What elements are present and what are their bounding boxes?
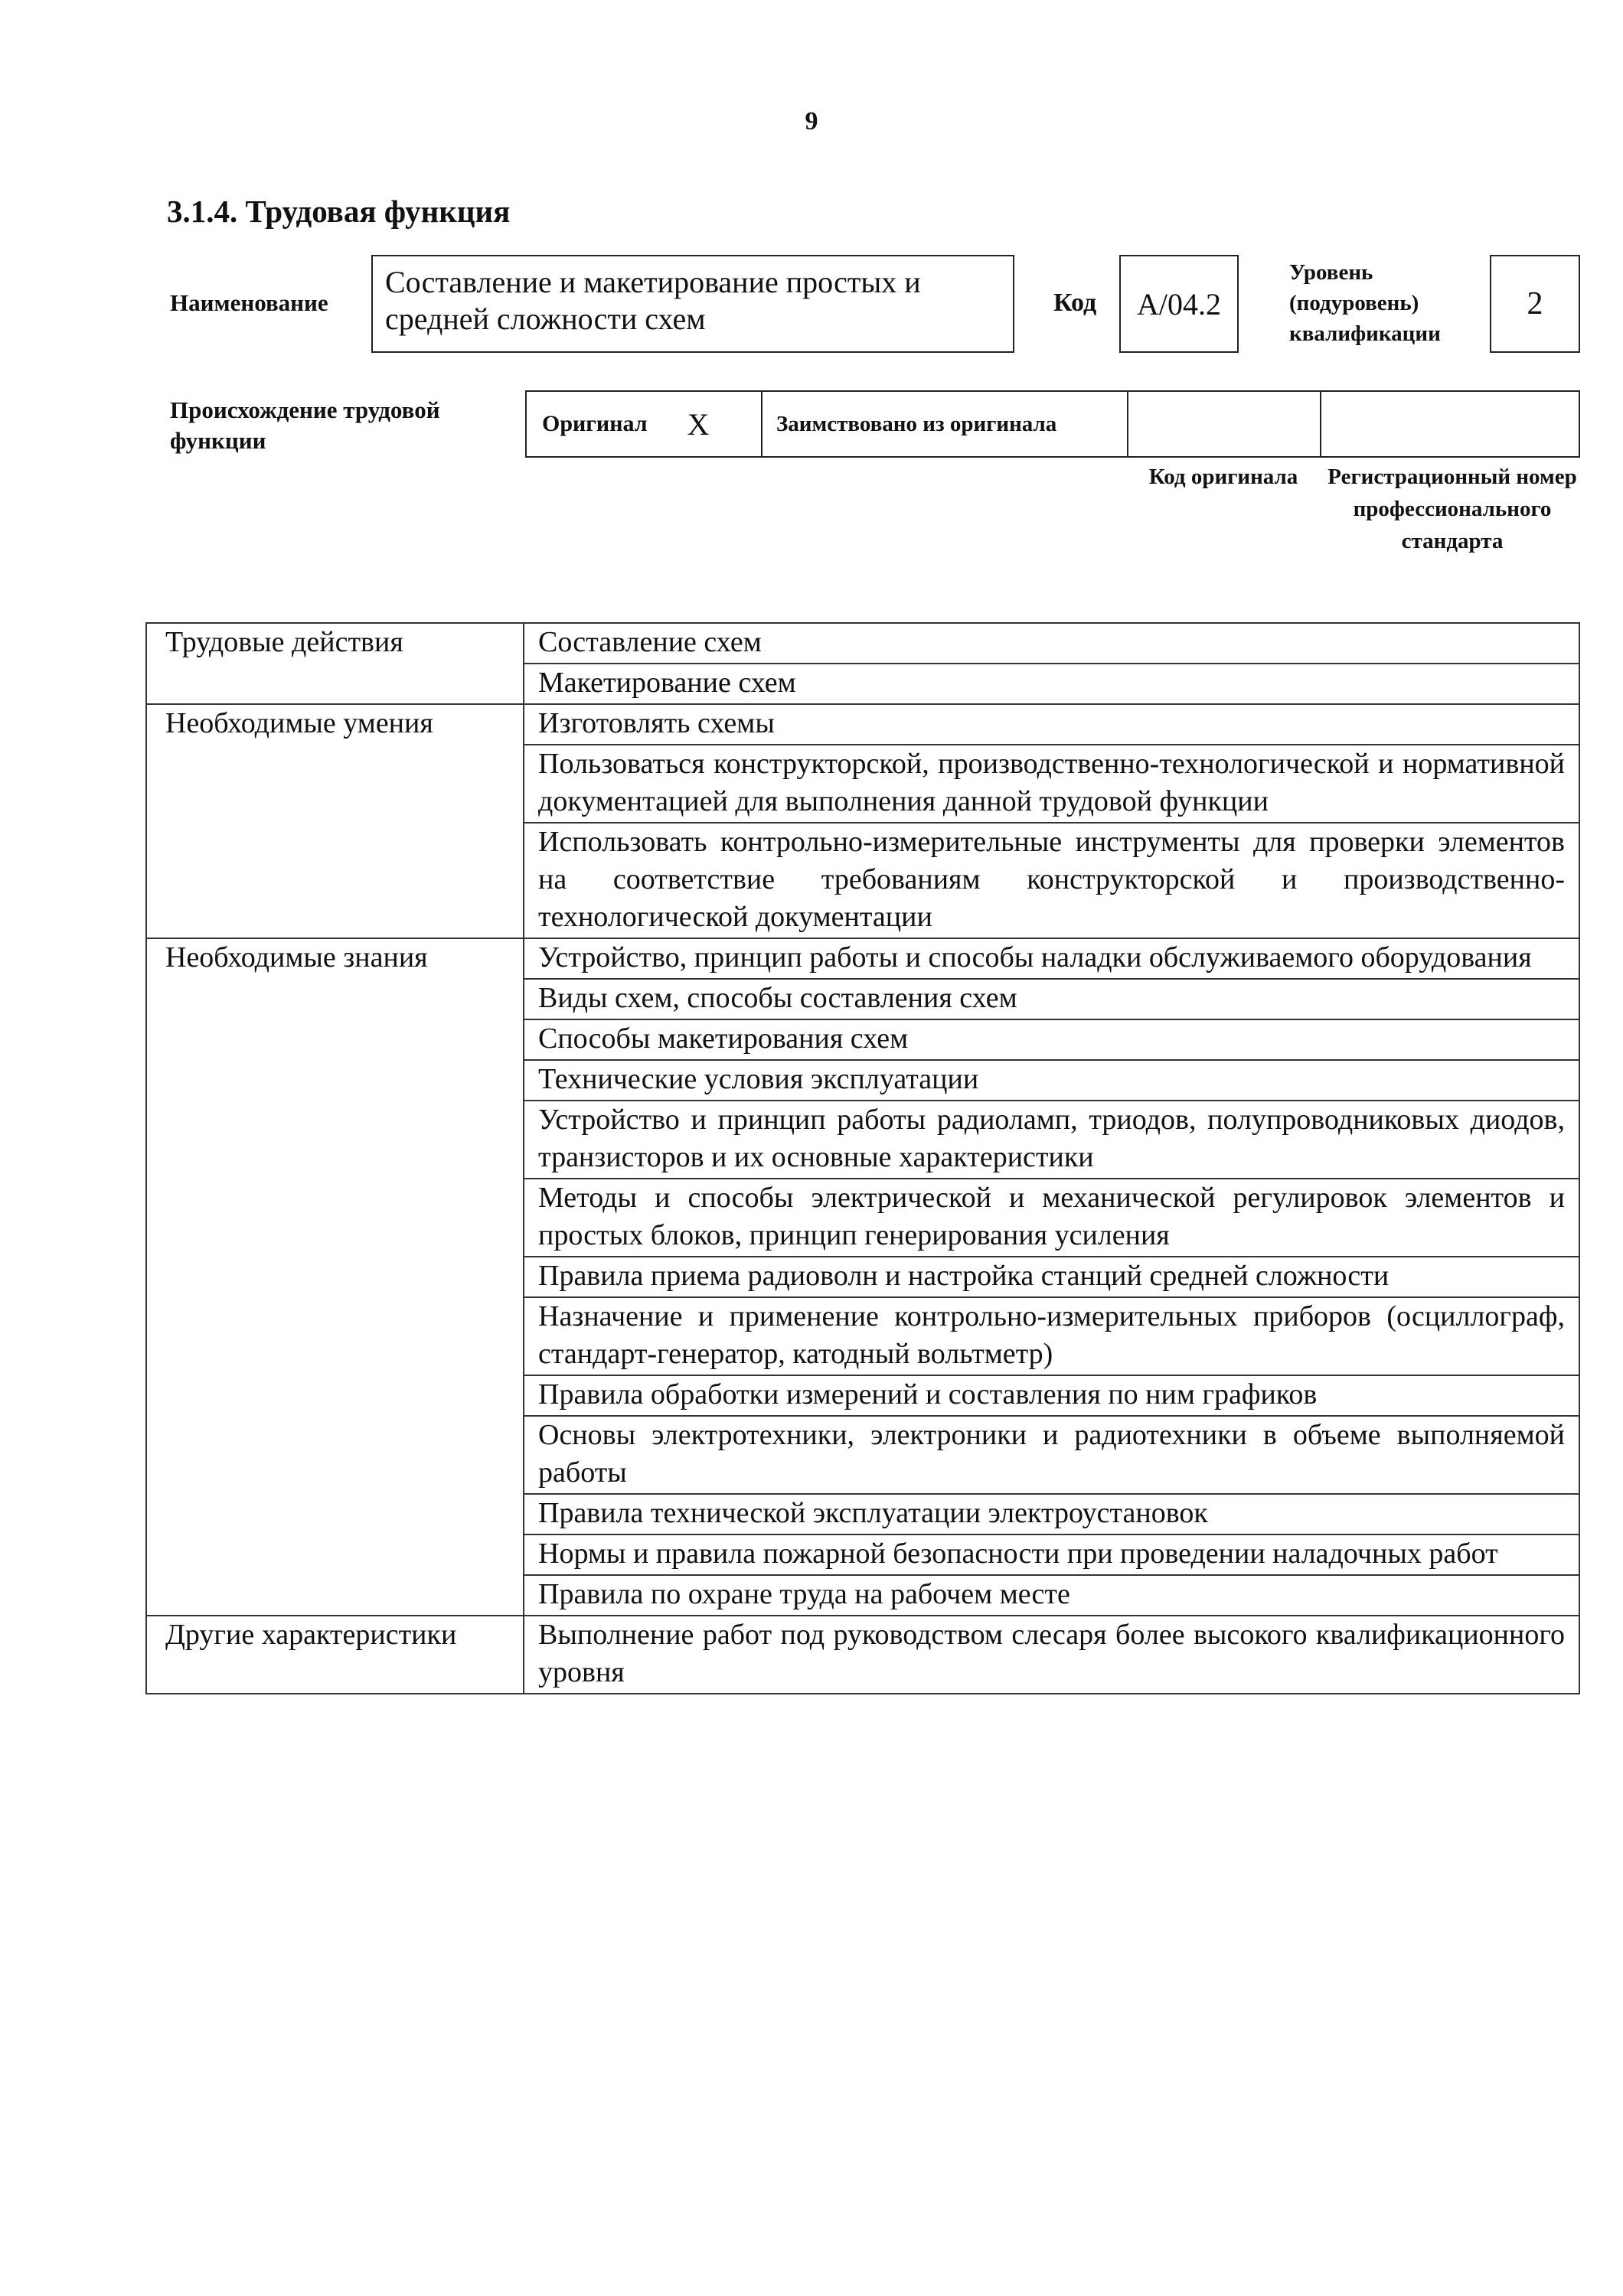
origin-label: Происхождение трудовой функции [170, 396, 440, 454]
row-item: Правила технической эксплуатации электроустановок [524, 1494, 1579, 1534]
row-category: Трудовые действия [146, 623, 524, 704]
row-category: Необходимые умения [146, 704, 524, 938]
row-item: Нормы и правила пожарной безопасности при проведении наладочных работ [524, 1534, 1579, 1575]
row-item: Использовать контрольно-измерительные инструменты для проверки элементов на соответствие требованиям конструкторской и производственно-технологической документации [524, 823, 1579, 938]
row-item: Правила обработки измерений и составления по ним графиков [524, 1375, 1579, 1416]
origin-row [525, 390, 1580, 458]
original-mark: X [687, 406, 710, 442]
row-item: Макетирование схем [524, 664, 1579, 704]
original-cell [527, 392, 763, 456]
borrowed-cell [763, 392, 1128, 456]
row-item: Способы макетирования схем [524, 1019, 1579, 1060]
row-item: Основы электротехники, электроники и радиотехники в объеме выполняемой работы [524, 1416, 1579, 1494]
row-category: Необходимые знания [146, 938, 524, 1616]
code-original-cell [1128, 392, 1321, 456]
code-box [1119, 255, 1239, 353]
name-value: Составление и макетирование простых и средней сложности схем [385, 265, 921, 336]
code-value: A/04.2 [1137, 286, 1221, 321]
level-label: Уровень (подуровень) квалификации [1289, 260, 1441, 346]
code-original-label: Код оригинала [1148, 465, 1298, 489]
function-table [145, 622, 1580, 1694]
code-label: Код [1053, 289, 1097, 317]
table-row [146, 623, 1579, 664]
name-box [371, 255, 1014, 353]
row-item: Изготовлять схемы [524, 704, 1579, 745]
original-label: Оригинал [542, 411, 648, 436]
reg-number-label: Регистрационный номер профессионального стандарта [1327, 465, 1577, 553]
row-item: Составление схем [524, 623, 1579, 664]
name-label: Наименование [170, 289, 328, 316]
reg-number-cell [1321, 392, 1579, 456]
borrowed-label: Заимствовано из оригинала [776, 412, 1057, 436]
row-item: Виды схем, способы составления схем [524, 979, 1579, 1019]
row-item: Устройство, принцип работы и способы наладки обслуживаемого оборудования [524, 938, 1579, 979]
section-title: 3.1.4. Трудовая функция [167, 194, 511, 229]
row-item: Технические условия эксплуатации [524, 1060, 1579, 1101]
row-item: Выполнение работ под руководством слесаря более высокого квалификационного уровня [524, 1616, 1579, 1694]
page-number: 9 [805, 107, 818, 135]
row-item: Пользоваться конструкторской, производственно-технологической и нормативной документацией для выполнения данной трудовой функции [524, 745, 1579, 823]
row-item: Правила приема радиоволн и настройка станций средней сложности [524, 1257, 1579, 1297]
row-item: Правила по охране труда на рабочем месте [524, 1575, 1579, 1616]
table-row [146, 704, 1579, 745]
table-row [146, 938, 1579, 979]
row-category: Другие характеристики [146, 1616, 524, 1694]
row-item: Устройство и принцип работы радиоламп, триодов, полупроводниковых диодов, транзисторов и их основные характеристики [524, 1101, 1579, 1179]
row-item: Методы и способы электрической и механической регулировок элементов и простых блоков, принцип генерирования усиления [524, 1179, 1579, 1257]
table-row [146, 1616, 1579, 1694]
level-value: 2 [1527, 286, 1543, 321]
level-box [1490, 255, 1580, 353]
row-item: Назначение и применение контрольно-измерительных приборов (осциллограф, стандарт-генератор, катодный вольтметр) [524, 1297, 1579, 1375]
